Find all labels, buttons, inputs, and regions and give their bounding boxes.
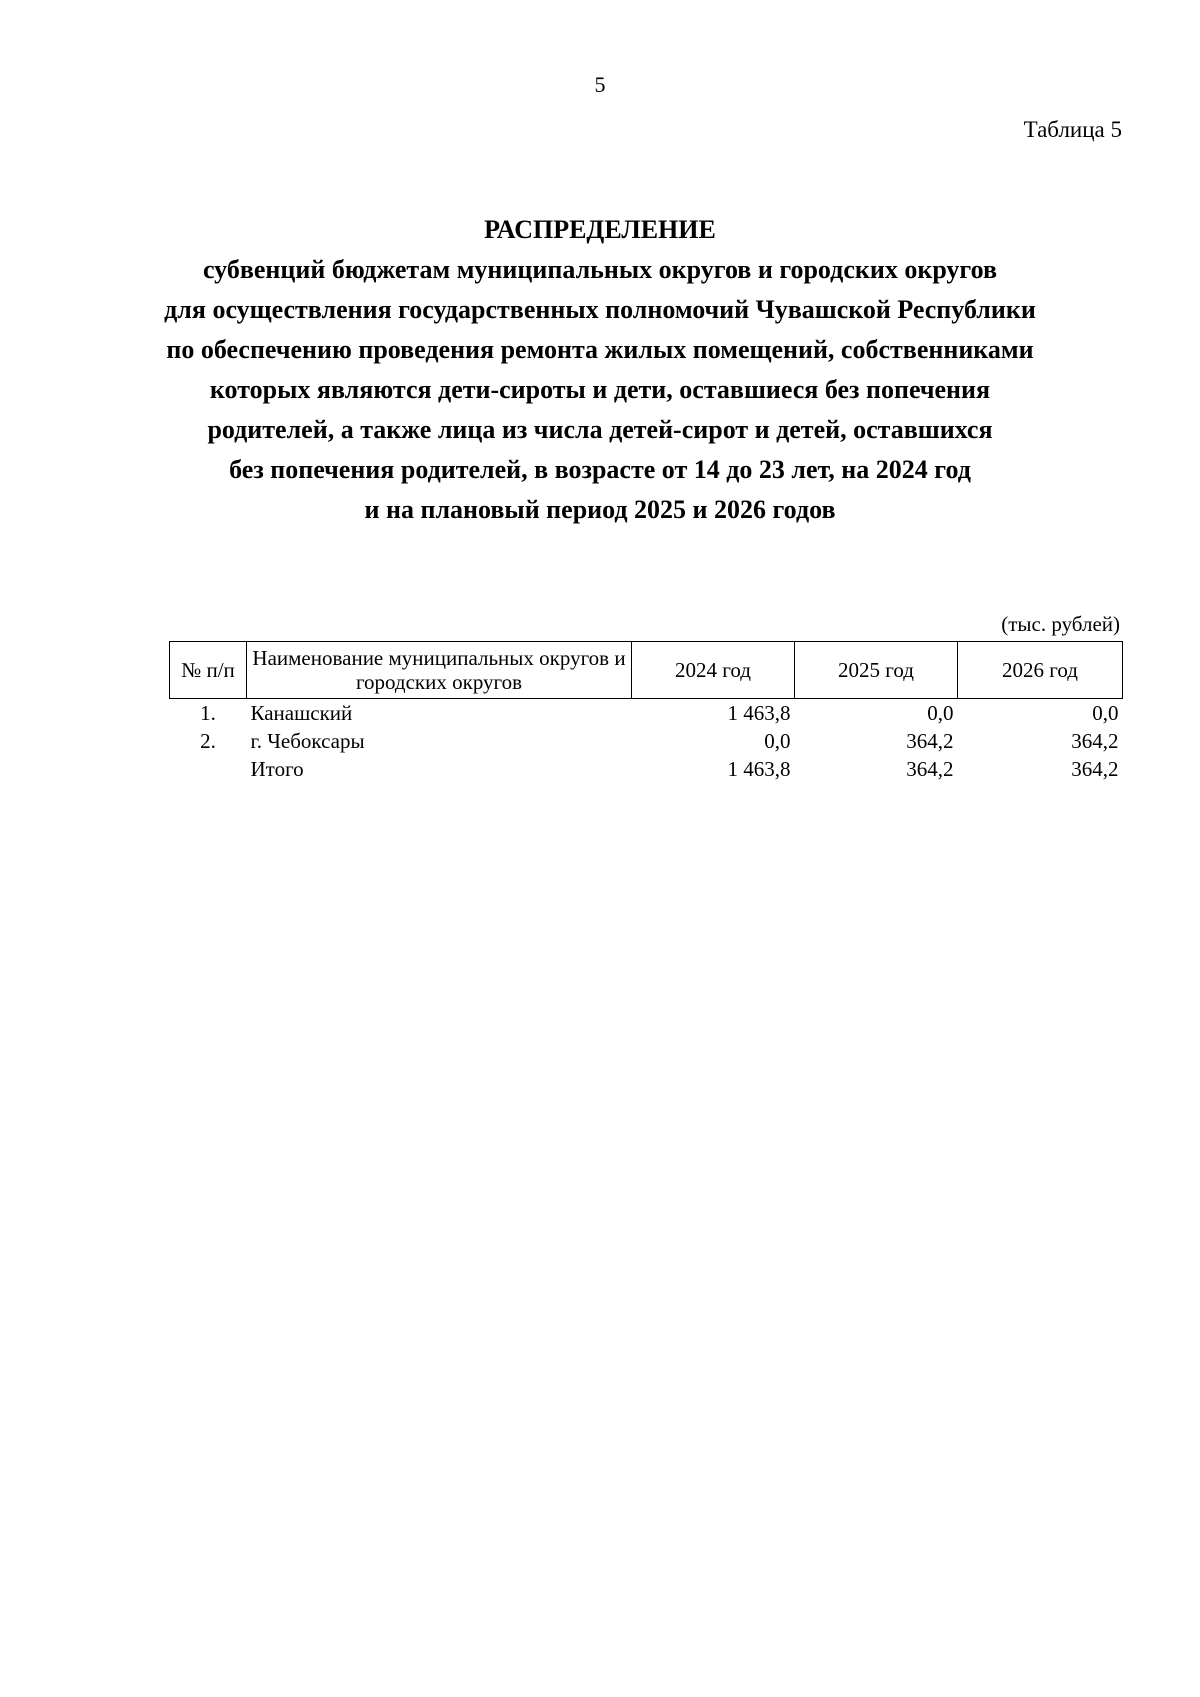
row-name: Итого bbox=[250, 757, 304, 781]
page-number: 5 bbox=[594, 72, 606, 97]
title-heading: РАСПРЕДЕЛЕНИЕ bbox=[484, 215, 716, 244]
header-2026: 2026 год bbox=[958, 642, 1123, 699]
header-name: Наименование муниципальных округов и городских округов bbox=[247, 642, 632, 699]
title-line: по обеспечению проведения ремонта жилых помещений, собственниками bbox=[166, 335, 1034, 364]
row-2025: 364,2 bbox=[906, 729, 954, 753]
header-num: № п/п bbox=[170, 642, 247, 699]
row-name: г. Чебоксары bbox=[250, 729, 365, 753]
row-2026: 0,0 bbox=[1092, 701, 1119, 725]
row-2026: 364,2 bbox=[1071, 757, 1119, 781]
row-2025: 364,2 bbox=[906, 757, 954, 781]
header-2024: 2024 год bbox=[632, 642, 795, 699]
distribution-table bbox=[169, 641, 1123, 783]
title-line: которых являются дети-сироты и дети, оставшиеся без попечения bbox=[209, 375, 991, 404]
title-line: родителей, а также лица из числа детей-сирот и детей, оставшихся bbox=[207, 415, 993, 444]
row-name: Канашский bbox=[250, 701, 353, 725]
row-num: 2. bbox=[200, 729, 216, 753]
units-label: (тыс. рублей) bbox=[1001, 612, 1120, 636]
table-total-row bbox=[170, 755, 1123, 783]
document-title bbox=[100, 210, 1100, 530]
row-2024: 0,0 bbox=[764, 729, 791, 753]
row-num bbox=[170, 755, 247, 783]
title-line: субвенций бюджетам муниципальных округов и городских округов bbox=[202, 255, 997, 284]
header-2025: 2025 год bbox=[795, 642, 958, 699]
row-2026: 364,2 bbox=[1071, 729, 1119, 753]
row-2024: 1 463,8 bbox=[727, 701, 791, 725]
title-line: и на плановый период 2025 и 2026 годов bbox=[364, 495, 836, 524]
table-label: Таблица 5 bbox=[1023, 117, 1122, 142]
row-2024: 1 463,8 bbox=[727, 757, 791, 781]
title-line: для осуществления государственных полномочий Чувашской Республики bbox=[164, 295, 1036, 324]
row-num: 1. bbox=[200, 701, 216, 725]
table-header-row bbox=[170, 642, 1123, 699]
row-2025: 0,0 bbox=[927, 701, 954, 725]
title-line: без попечения родителей, в возрасте от 14 до 23 лет, на 2024 год bbox=[229, 455, 971, 484]
table-row bbox=[170, 727, 1123, 755]
table-row bbox=[170, 699, 1123, 728]
